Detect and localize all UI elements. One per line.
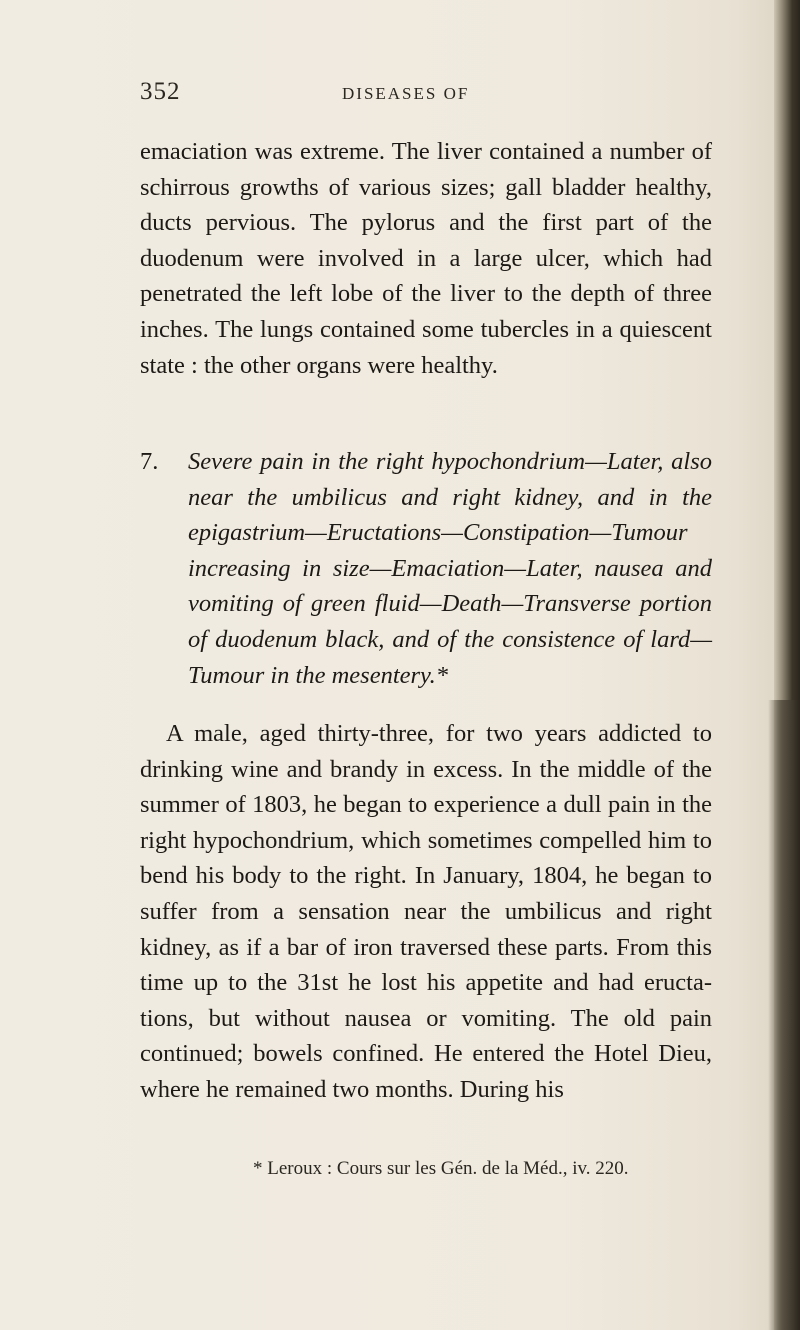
page-header [0,78,800,118]
case-title: Severe pain in the right hypochondrium—Later, also near the umbilicus and right kidney, and in the epigastrium—Eructations—Constipation—Tumour increasing in size—Emaciation—Later, nausea and vomiting of green fluid—Death—Transverse portion of duodenum black, and of the consistence of lard—Tumour in the mesentery.* [188,448,712,689]
running-head: DISEASES OF [342,84,470,103]
page-edge-shadow [768,700,800,1330]
paragraph-2: A male, aged thirty-three, for two years addicted to drinking wine and brandy in excess. In the middle of the summer of 1803, he began to experience a dull pain in the right hypochondrium, which sometimes compelled him to bend his body to the right. In January, 1804, he began to suffer from a sensation near the umbilicus and right kidney, as if a bar of iron traversed these parts. From this time up to the 31st he lost his appetite and had eructations, but without nausea or vomiting. The old pain continued; bowels confined. He entered the Hotel Dieu, where he remained two months. During his [140,720,712,1103]
case-number: 7. [140,448,159,475]
footnote: * Leroux : Cours sur les Gén. de la Méd., iv. 220. [253,1158,629,1179]
case-heading [140,444,712,693]
page-number: 352 [140,78,181,105]
paragraph-1: emaciation was extreme. The liver contained a number of schirrous growths of various sizes; gall bladder healthy, ducts pervious. The pylorus and the first part of the duodenum were involved in a large ulcer, which had penetrated the left lobe of the liver to the depth of three inches. The lungs contained some tubercles in a quiescent state : the other organs were healthy. [140,138,712,379]
